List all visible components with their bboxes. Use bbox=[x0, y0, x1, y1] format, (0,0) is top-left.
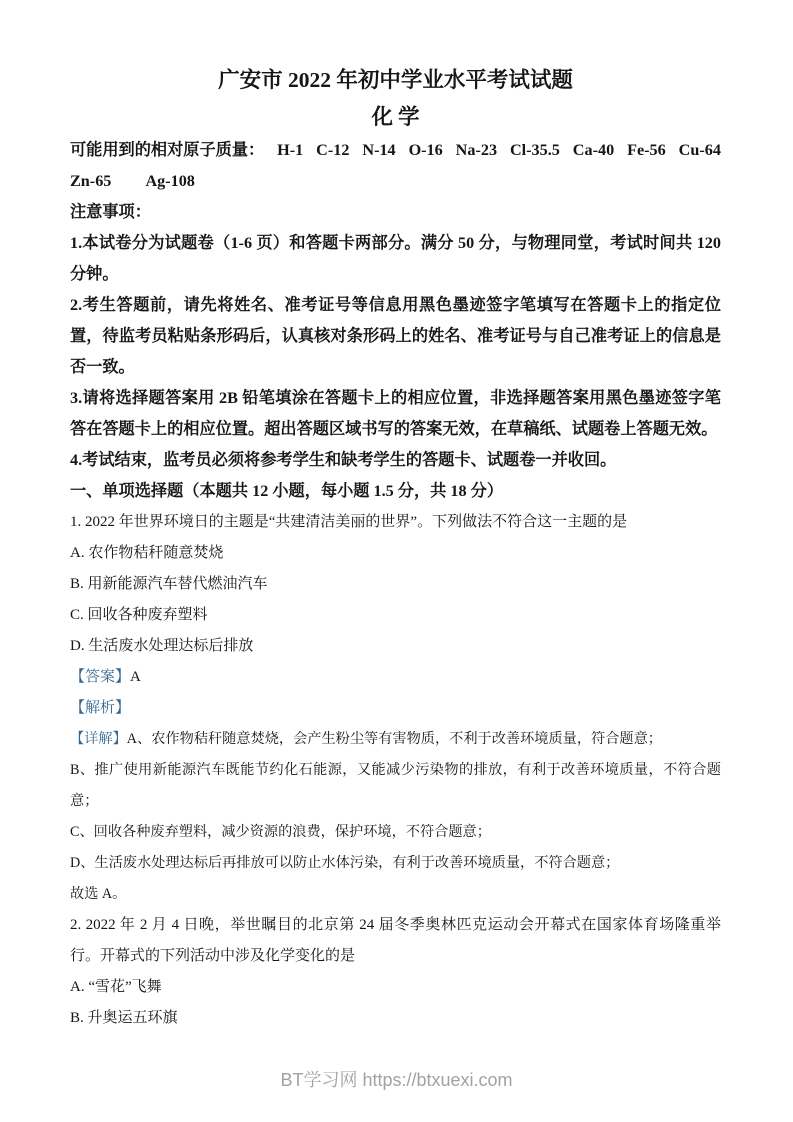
q2-option-a: A. “雪花”飞舞 bbox=[70, 979, 162, 995]
answer-value: A bbox=[130, 669, 141, 685]
section-heading: 一、单项选择题（本题共 12 小题，每小题 1.5 分，共 18 分） bbox=[70, 482, 504, 500]
q1-detail-line-b: B、推广使用新能源汽车既能节约化石能源，又能减少污染物的排放，有利于改善环境质量，不符合题意； bbox=[70, 762, 721, 809]
q1-answer-line bbox=[70, 662, 721, 693]
atomic-mass-entry: Fe-56 bbox=[627, 141, 666, 159]
detail-text: A、农作物秸秆随意焚烧，会产生粉尘等有害物质，不利于改善环境质量，符合题意； bbox=[126, 731, 662, 747]
q1-option-b: B. 用新能源汽车替代燃油汽车 bbox=[70, 576, 268, 592]
atomic-mass-entry: O-16 bbox=[408, 141, 443, 159]
atomic-masses-line-2 bbox=[70, 166, 721, 197]
atomic-masses-label: 可能用到的相对原子质量： bbox=[70, 141, 265, 159]
atomic-mass-entry: Ca-40 bbox=[572, 141, 615, 159]
atomic-mass-entry: H-1 bbox=[277, 141, 304, 159]
atomic-mass-entry: C-12 bbox=[316, 141, 350, 159]
atomic-masses-line-1 bbox=[70, 135, 721, 166]
atomic-mass-entry: N-14 bbox=[362, 141, 396, 159]
analysis-label: 【解析】 bbox=[70, 700, 131, 716]
q2-option-b: B. 升奥运五环旗 bbox=[70, 1010, 178, 1026]
notice-item-4: 4.考试结束，监考员必须将参考学生和缺考学生的答题卡、试题卷一并收回。 bbox=[70, 451, 617, 469]
atomic-mass-entry: Na-23 bbox=[455, 141, 498, 159]
notice-item-3: 3.请将选择题答案用 2B 铅笔填涂在答题卡上的相应位置，非选择题答案用黑色墨迹签字笔答在答题卡上的相应位置。超出答题区域书写的答案无效，在草稿纸、试题卷上答题无效。 bbox=[70, 389, 721, 438]
q1-detail-line-d: D、生活废水处理达标后再排放可以防止水体污染，有利于改善环境质量，不符合题意； bbox=[70, 855, 620, 871]
q2-stem: 2. 2022 年 2 月 4 日晚，举世瞩目的北京第 24 届冬季奥林匹克运动会开幕式在国家体育场隆重举行。开幕式的下列活动中涉及化学变化的是 bbox=[70, 917, 721, 964]
answer-label: 【答案】 bbox=[70, 669, 131, 685]
q1-conclusion: 故选 A。 bbox=[70, 886, 127, 902]
page-title: 广安市 2022 年初中学业水平考试试题 bbox=[218, 68, 573, 92]
notice-item-1: 1.本试卷分为试题卷（1-6 页）和答题卡两部分。满分 50 分，与物理同堂，考试时间共 120 分钟。 bbox=[70, 234, 721, 283]
notice-heading: 注意事项： bbox=[70, 203, 151, 221]
q1-stem: 1. 2022 年世界环境日的主题是“共建清洁美丽的世界”。下列做法不符合这一主题的是 bbox=[70, 514, 628, 530]
q1-detail-line-c: C、回收各种废弃塑料，减少资源的浪费，保护环境，不符合题意； bbox=[70, 824, 491, 840]
atomic-mass-entry: Cl-35.5 bbox=[509, 141, 560, 159]
atomic-mass-entry: Zn-65 bbox=[70, 172, 112, 190]
document-body bbox=[70, 135, 721, 1034]
q1-option-d: D. 生活废水处理达标后排放 bbox=[70, 638, 254, 654]
q1-option-a: A. 农作物秸秆随意焚烧 bbox=[70, 545, 224, 561]
notice-item-2: 2.考生答题前，请先将姓名、准考证号等信息用黑色墨迹签字笔填写在答题卡上的指定位置，待监考员粘贴条形码后，认真核对条形码上的姓名、准考证号与自己准考证上的信息是否一致。 bbox=[70, 296, 721, 376]
detail-label: 【详解】 bbox=[70, 731, 127, 747]
subject-title: 化学 bbox=[371, 105, 425, 129]
atomic-mass-entry: Ag-108 bbox=[145, 172, 195, 190]
watermark-text: BT学习网 https://btxuexi.com bbox=[280, 1070, 513, 1090]
q1-option-c: C. 回收各种废弃塑料 bbox=[70, 607, 208, 623]
q1-analysis-line bbox=[70, 693, 721, 724]
atomic-mass-entry: Cu-64 bbox=[678, 141, 721, 159]
watermark-footer bbox=[0, 1066, 793, 1092]
q1-detail-line-a bbox=[70, 724, 721, 755]
